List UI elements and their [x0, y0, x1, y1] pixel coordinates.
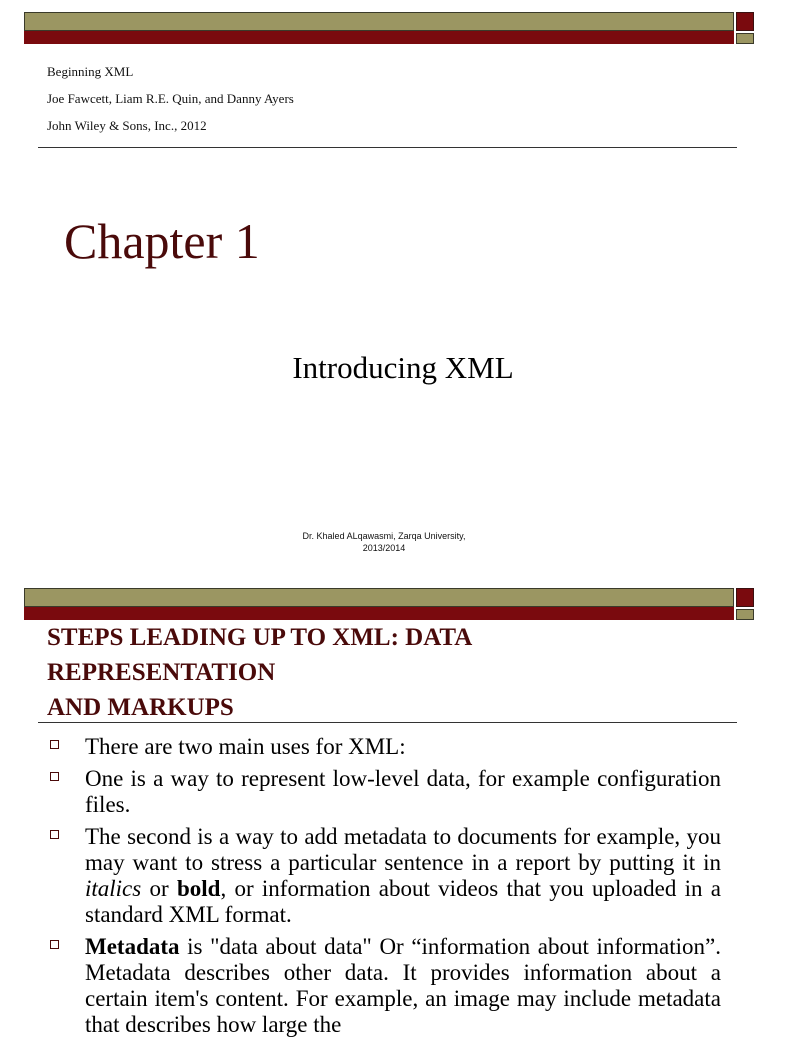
bullet-text-part: The second is a way to add metadata to documents for example, you may want to stress a particular sentence in a report by putting it in — [85, 824, 721, 875]
slide-footer — [0, 530, 768, 554]
square-bullet-icon — [50, 830, 59, 839]
header-maroon-band — [24, 31, 734, 44]
header-maroon-band — [24, 607, 734, 620]
footer-line-1: Dr. Khaled ALqawasmi, Zarqa University, — [302, 531, 466, 541]
reference-book-title: Beginning XML — [47, 64, 134, 79]
slide-2 — [0, 588, 768, 1037]
header-olive-band — [24, 588, 734, 607]
reference-authors: Joe Fawcett, Liam R.E. Quin, and Danny Ayers — [47, 91, 294, 106]
bullet-text — [85, 824, 721, 927]
divider-line — [38, 147, 737, 148]
footer-line-2: 2013/2014 — [362, 543, 406, 553]
bullet-text-part: , or information about videos that you uploaded in a standard XML format. — [85, 876, 721, 927]
divider-line — [38, 722, 737, 723]
bullet-text — [85, 934, 721, 1037]
header-square-top — [736, 12, 754, 31]
italic-word: italics — [85, 876, 142, 901]
chapter-subtitle: Introducing XML — [292, 350, 514, 385]
header-olive-band — [24, 12, 734, 31]
header-square-bottom — [736, 609, 754, 620]
square-bullet-icon — [50, 772, 59, 781]
bullet-text: One is a way to represent low-level data, for example configuration files. — [85, 766, 721, 817]
slide-separator — [0, 576, 768, 588]
bullet-text-part: is "data about data" Or “information about information”. Metadata describes other data. It provides information about a certain item's content. For example, an image may include metadata that describes how large the — [85, 934, 721, 1037]
slide-header-bar — [24, 588, 754, 620]
bullet-item — [47, 934, 721, 1038]
bullet-list — [47, 734, 721, 1044]
bold-term: Metadata — [85, 934, 180, 959]
bullet-text-part: or — [141, 876, 177, 901]
bullet-text: There are two main uses for XML: — [85, 734, 406, 759]
header-square-bottom — [736, 33, 754, 44]
slide-title-line-2: REPRESENTATION — [47, 659, 276, 686]
reference-publisher: John Wiley & Sons, Inc., 2012 — [47, 118, 207, 133]
slide-title-line-3: AND MARKUPS — [47, 694, 234, 721]
slide-title — [47, 620, 472, 725]
slide-title-line-1: STEPS LEADING UP TO XML: DATA — [47, 624, 473, 651]
bold-word: bold — [176, 876, 221, 901]
bullet-item — [47, 734, 721, 760]
square-bullet-icon — [50, 940, 59, 949]
slide-header-bar — [24, 12, 754, 44]
bullet-item — [47, 824, 721, 928]
chapter-title: Chapter 1 — [64, 213, 260, 269]
square-bullet-icon — [50, 740, 59, 749]
bullet-item — [47, 766, 721, 818]
header-square-top — [736, 588, 754, 607]
